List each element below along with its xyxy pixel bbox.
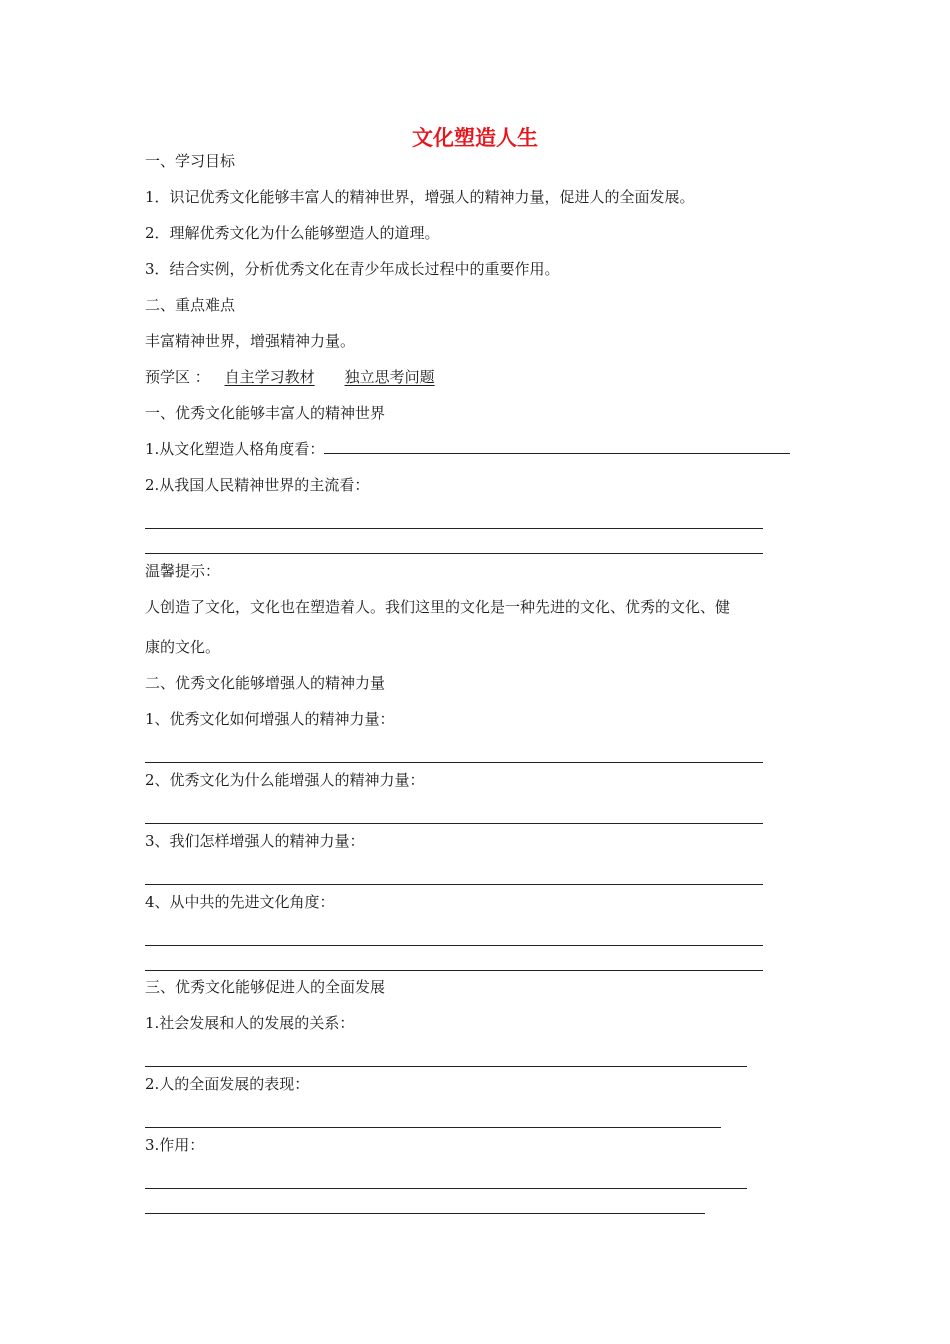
goal-item-1: 1．识记优秀文化能够丰富人的精神世界，增强人的精神力量，促进人的全面发展。 bbox=[145, 188, 695, 206]
goals-heading: 一、学习目标 bbox=[145, 152, 236, 170]
answer-blank[interactable] bbox=[145, 884, 763, 885]
answer-blank[interactable] bbox=[145, 823, 763, 824]
section1-q1: 1.从文化塑造人格角度看： bbox=[145, 440, 325, 458]
answer-blank[interactable] bbox=[145, 945, 763, 946]
goal-item-2: 2．理解优秀文化为什么能够塑造人的道理。 bbox=[145, 224, 440, 242]
goal-item-3: 3．结合实例，分析优秀文化在青少年成长过程中的重要作用。 bbox=[145, 260, 560, 278]
answer-blank[interactable] bbox=[145, 553, 763, 554]
preview-part-1: 自主学习教材 独立思考问题 bbox=[224, 368, 435, 386]
section2-q2: 2、优秀文化为什么能增强人的精神力量： bbox=[145, 771, 425, 789]
section1-q2: 2.从我国人民精神世界的主流看： bbox=[145, 476, 370, 494]
tip-line-1: 人创造了文化，文化也在塑造着人。我们这里的文化是一种先进的文化、优秀的文化、健 bbox=[145, 598, 731, 616]
section3-q3: 3.作用： bbox=[145, 1136, 205, 1154]
tip-heading: 温馨提示： bbox=[145, 562, 221, 580]
answer-blank[interactable] bbox=[145, 528, 763, 529]
section3-q2: 2.人的全面发展的表现： bbox=[145, 1075, 310, 1093]
tip-line-2: 康的文化。 bbox=[145, 638, 221, 656]
key-points-heading: 二、重点难点 bbox=[145, 296, 236, 314]
section3-heading: 三、优秀文化能够促进人的全面发展 bbox=[145, 978, 386, 996]
answer-blank[interactable] bbox=[145, 1066, 747, 1067]
section2-q4: 4、从中共的先进文化角度： bbox=[145, 893, 335, 911]
answer-blank[interactable] bbox=[145, 970, 763, 971]
section1-heading: 一、优秀文化能够丰富人的精神世界 bbox=[145, 404, 386, 422]
document-title: 文化塑造人生 bbox=[412, 126, 538, 150]
section1-q1-line bbox=[145, 438, 790, 460]
section2-q1: 1、优秀文化如何增强人的精神力量： bbox=[145, 710, 395, 728]
answer-blank[interactable] bbox=[324, 439, 790, 454]
section2-heading: 二、优秀文化能够增强人的精神力量 bbox=[145, 674, 386, 692]
section2-q3: 3、我们怎样增强人的精神力量： bbox=[145, 832, 365, 850]
answer-blank[interactable] bbox=[145, 1213, 705, 1214]
preview-label: 预学区 ： bbox=[145, 368, 210, 386]
answer-blank[interactable] bbox=[145, 1188, 747, 1189]
key-points-text: 丰富精神世界，增强精神力量。 bbox=[145, 332, 356, 350]
answer-blank[interactable] bbox=[145, 762, 763, 763]
answer-blank[interactable] bbox=[145, 1127, 721, 1128]
preview-line bbox=[145, 366, 467, 388]
section3-q1: 1.社会发展和人的发展的关系： bbox=[145, 1014, 355, 1032]
